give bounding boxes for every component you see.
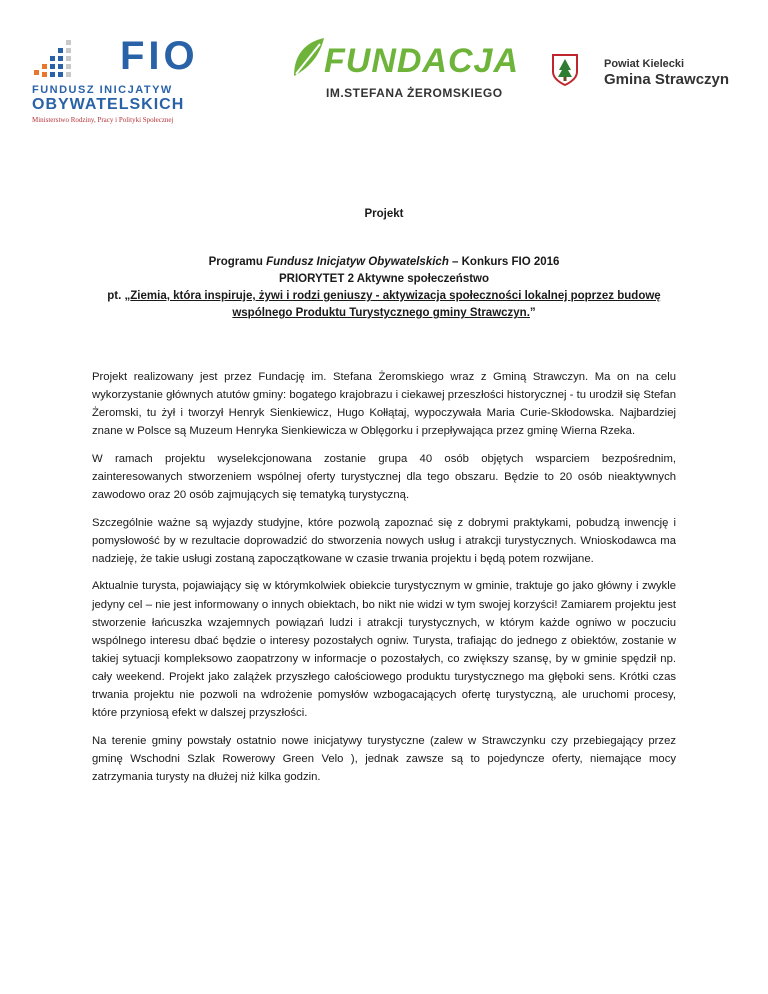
project-title-line1 (40, 288, 728, 305)
priority-line: PRIORYTET 2 Aktywne społeczeństwo (278, 273, 490, 285)
gmina-powiat-text: Powiat Kielecki (604, 58, 685, 70)
fio-logo-line1: FUNDUSZ INICJATYW (32, 84, 173, 96)
gmina-name-text: Gmina Strawczyn (604, 71, 730, 88)
project-label: Projekt (364, 208, 404, 220)
fio-dots-icon (32, 40, 76, 84)
logo-bar (0, 0, 768, 130)
paragraph: Na terenie gminy powstały ostatnio nowe inicjatywy turystyczne (zalew w Strawczynku czy przebiegający przez gminę Wschodni Szlak Rowerowy Green Velo ), jednak zawsze są to pojedyncze oferty, niemające mocy zatrzymania turysty na dłużej niż kilka godzin. (92, 734, 676, 783)
program-line (40, 254, 728, 271)
title-text-line2: wspólnego Produktu Turystycznego gminy Strawczyn. (232, 307, 530, 319)
paragraph: W ramach projektu wyselekcjonowana zostanie grupa 40 osób objętych wsparciem bezpośrednim, zainteresowanych stworzeniem wspólnej oferty turystycznej dla tego obszaru. Będzie to 20 osób nieaktywnych zawodowo oraz 20 osób zajmujących się tematyką turystyczną. (92, 452, 676, 502)
program-italic: Fundusz Inicjatyw Obywatelskich (266, 256, 449, 268)
title-suffix: ” (529, 307, 536, 319)
gmina-logo (552, 54, 752, 104)
fundacja-logo-word: FUNDACJA (324, 42, 519, 80)
title-text-line1: Ziemia, która inspiruje, żywi i rodzi geniuszy - aktywizacja społeczności lokalnej poprzez budowę (130, 290, 661, 302)
paragraph: Aktualnie turysta, pojawiający się w którymkolwiek obiekcie turystycznym w gminie, traktuje go jako główny i zwykle jedyny cel – nie jest informowany o innych obiektach, bo nikt nie widzi w tym swojej korzyści! Zamiarem projektu jest stworzenie łańcuszka wzajemnych powiązań ludzi i atrakcji turystycznych, w którym każde ogniwo w poczuciu wspólnego interesu dbać będzie o interesy pozostałych ogniw. Turysta, trafiając do jednego z obiektów, zostanie w takiej sytuacji kompleksowo zaopatrzony w informacje o pozostałych, co zwiększy szansę, by w gminie spędził np. cały weekend. Projekt jako zalążek przyszłego całościowego produktu turystycznego ma głęboki sens. Krótki czas trwania projektu nie pozwoli na wdrożenie pomysłów wzbogacających ofertę turystyczną, ale uruchomi procesy, które przyniosą efekt w dalszej przyszłości. (92, 580, 676, 720)
body-text (92, 368, 676, 795)
fio-ministry-text: Ministerstwo Rodziny, Pracy i Polityki Społecznej (32, 116, 174, 124)
program-suffix: – Konkurs FIO 2016 (448, 256, 560, 268)
gmina-crest-icon (552, 54, 578, 86)
leaf-icon (290, 36, 328, 82)
fio-logo (28, 34, 198, 124)
project-title-line2 (40, 305, 728, 322)
fundacja-logo (290, 36, 519, 116)
fundacja-logo-subtitle: IM.STEFANA ŻEROMSKIEGO (326, 86, 503, 100)
program-heading (40, 254, 728, 322)
program-prefix: Programu (208, 256, 267, 268)
fio-logo-line2: OBYWATELSKICH (32, 96, 185, 113)
paragraph: Projekt realizowany jest przez Fundację im. Stefana Żeromskiego wraz z Gminą Strawczyn. Ma on na celu wykorzystanie głównych atutów gminy: bogatego krajobrazu i ciekawej przeszłości historycznej - tu urodził się Stefan Żeromski, tu żył i tworzył Henryk Sienkiewicz, Hugo Kołłątaj, wypoczywała Maria Curie-Skłodowska. Najbardziej znane w Polsce są Muzeum Henryka Sienkiewicza w Oblęgorku i przepływająca przez gminę Wierna Rzeka. (92, 371, 676, 438)
title-prefix: pt. „ (107, 290, 131, 302)
fio-logo-word: FIO (120, 34, 199, 78)
paragraph: Szczególnie ważne są wyjazdy studyjne, które pozwolą zapoznać się z dobrymi praktykami, pobudzą inwencję i pomysłowość by w rezultacie doprowadzić do stworzenia nowych usług i atrakcji turystycznych. Wnioskodawca ma nadzieję, że takie usługi zostaną zapoczątkowane w czasie trwania projektu i będą potem rozwijane. (92, 516, 676, 565)
